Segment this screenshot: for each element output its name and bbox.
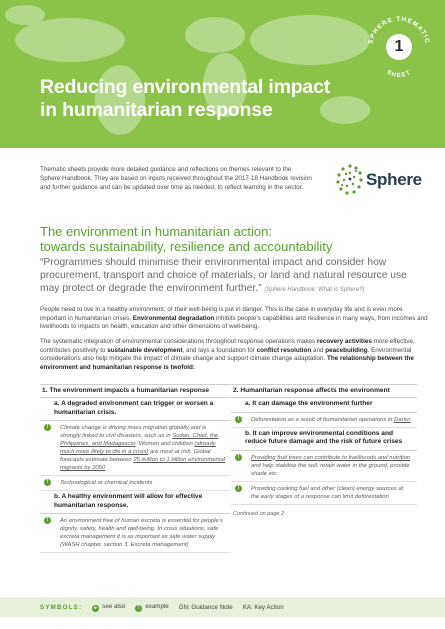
p2-bold-conflict-resolution: conflict resolution xyxy=(256,346,312,354)
list-item xyxy=(231,451,417,482)
link-fruit-trees[interactable]: Providing fruit trees can contribute to livelihoods and nutrition xyxy=(251,454,411,461)
sphere-logo xyxy=(334,160,434,200)
left-sub-heading-b: b. A healthy environment will allow for effective humanitarian response. xyxy=(40,491,230,514)
right-column-heading: 2. Humanitarian response affects the environment xyxy=(231,384,417,398)
p2-bold-recovery-activities: recovery activities xyxy=(316,338,372,345)
example-icon: ! xyxy=(135,605,142,612)
link-environmental-migrants[interactable]: 25 million to 1 billion environmental migrants by 2050 xyxy=(60,457,226,471)
link-darfur[interactable]: Darfur xyxy=(394,416,411,423)
example-icon: ! xyxy=(235,485,242,492)
item-text: Technological or chemical incidents xyxy=(60,480,153,486)
page-title xyxy=(40,76,370,122)
link-sudan-chad[interactable]: Sudan, Chad, the Philippines, and Madagascar xyxy=(60,433,219,447)
section-title-line-2: towards sustainability, resilience and accountability xyxy=(40,239,333,254)
list-item xyxy=(231,482,417,505)
legend-see-also xyxy=(92,603,125,612)
p1-text-c: inhibits people’s capabilities and resilience in many ways, from incomes and livelihoods to impacts on health, education and other dimensions of well-being. xyxy=(40,314,428,331)
item-text: Providing cooking fuel and other (clean) energy sources at the early stages of a response can limit deforestation xyxy=(251,485,404,500)
legend-example-label: example xyxy=(145,603,169,610)
example-icon: ! xyxy=(44,517,51,524)
item-text: . Women and children xyxy=(135,441,193,447)
section-title-line-1: The environment in humanitarian action: xyxy=(40,224,272,239)
item-text: and help stabilise the soil, retain water in the ground, provide shade etc. xyxy=(251,462,410,477)
item-text: Climate change is driving mass migration globally and is strongly linked to civil disasters, such as in xyxy=(60,425,207,439)
list-item xyxy=(40,421,230,476)
p2-bold-sustainable-development: sustainable development xyxy=(107,346,183,354)
badge-number: 1 xyxy=(386,34,412,60)
svg-text:SPHERE THEMATIC: SPHERE THEMATIC xyxy=(367,15,431,45)
p1-text-a: People need to live in a healthy environment, or their well-being is put in danger. This is the case in everyday life and is even more important in humanitarian crises. xyxy=(40,306,403,322)
title-line-2: in humanitarian response xyxy=(40,99,273,121)
quote-source: (Sphere Handbook: What is Sphere?) xyxy=(264,287,365,293)
link-more-likely-to-die[interactable]: (already much more likely to die in a crisis) xyxy=(60,441,216,455)
legend-example xyxy=(135,603,168,612)
list-item xyxy=(40,476,230,491)
example-icon: ! xyxy=(235,454,242,461)
thematic-sheet-badge xyxy=(362,8,436,80)
example-icon: ! xyxy=(44,424,51,431)
p1-bold-environmental-degradation: Environmental degradation xyxy=(132,314,215,322)
paragraph-1 xyxy=(40,306,430,332)
footer-legend xyxy=(40,603,284,612)
symbols-label: SYMBOLS: xyxy=(40,604,83,611)
paragraph-2 xyxy=(40,338,430,372)
p2-text-i: . Environmental considerations also help mitigate the impact of climate change and support climate change adaptation. xyxy=(40,346,412,363)
left-column-heading: 1. The environment impacts a humanitarian response xyxy=(40,384,230,398)
p2-bold-relationship: The relationship between the environment and humanitarian response is twofold: xyxy=(40,355,414,371)
right-sub-heading-a: a. It can damage the environment further xyxy=(231,398,417,413)
quote-text: “Programmes should minimise their environmental impact and consider how procurement, transport and choice of materials, or land and natural resource use may protect or degrade the environment further.” xyxy=(40,257,407,294)
legend-gn: GN: Guidance Note xyxy=(178,604,233,611)
example-icon: ! xyxy=(235,416,242,423)
left-column xyxy=(40,384,230,553)
right-column xyxy=(231,384,417,517)
item-text: Deforestation as a result of humanitarian operations in xyxy=(251,416,393,423)
intro-text: Thematic sheets provide more detailed guidance and reflections on themes relevant to the Sphere Handbook. They are based on inputs received throughout the 2017-18 Handbook revision and further guidance and can be updated over time as needed, to reflect learning in the sector. xyxy=(40,166,312,191)
left-sub-heading-a: a. A degraded environment can trigger or worsen a humanitarian crisis. xyxy=(40,398,230,421)
section-title xyxy=(40,224,410,254)
p2-text-a: The systematic integration of environmental considerations throughout response operations makes xyxy=(40,338,316,345)
p2-text-e: , and lays a foundation for xyxy=(182,346,255,354)
list-item xyxy=(231,413,417,428)
p2-text-c: more effective, contributes positively to xyxy=(40,338,415,354)
legend-see-also-label: see also xyxy=(102,603,126,610)
example-icon: ! xyxy=(44,479,51,486)
handbook-quote xyxy=(40,256,420,297)
symbols-footer xyxy=(0,597,445,617)
item-text: are most at risk. Global forecasts estimate between xyxy=(60,449,211,463)
sphere-logo-word: Sphere xyxy=(366,170,422,189)
header-banner xyxy=(0,0,445,148)
p2-bold-peacebuilding: peacebuilding xyxy=(325,346,368,354)
p2-text-g: and xyxy=(312,346,324,354)
legend-ka: KA: Key Action xyxy=(242,604,284,611)
right-sub-heading-b: b. It can improve environmental conditions and reduce future damage and the risk of future crises xyxy=(231,428,417,451)
item-text: An environment free of human excreta is essential for people’s dignity, safety, health and well-being. In crisis situations, safe excreta management it is as important as safe water supply (WASH chapter, section 3, Excreta management) xyxy=(60,518,223,548)
svg-text:SHEET: SHEET xyxy=(385,69,413,79)
sphere-logo-icon xyxy=(334,160,366,200)
continued-note: Continued on page 2 xyxy=(233,510,285,517)
title-line-1: Reducing environmental impact xyxy=(40,76,331,98)
see-also-icon: ▸ xyxy=(92,605,99,612)
list-item xyxy=(40,514,230,553)
